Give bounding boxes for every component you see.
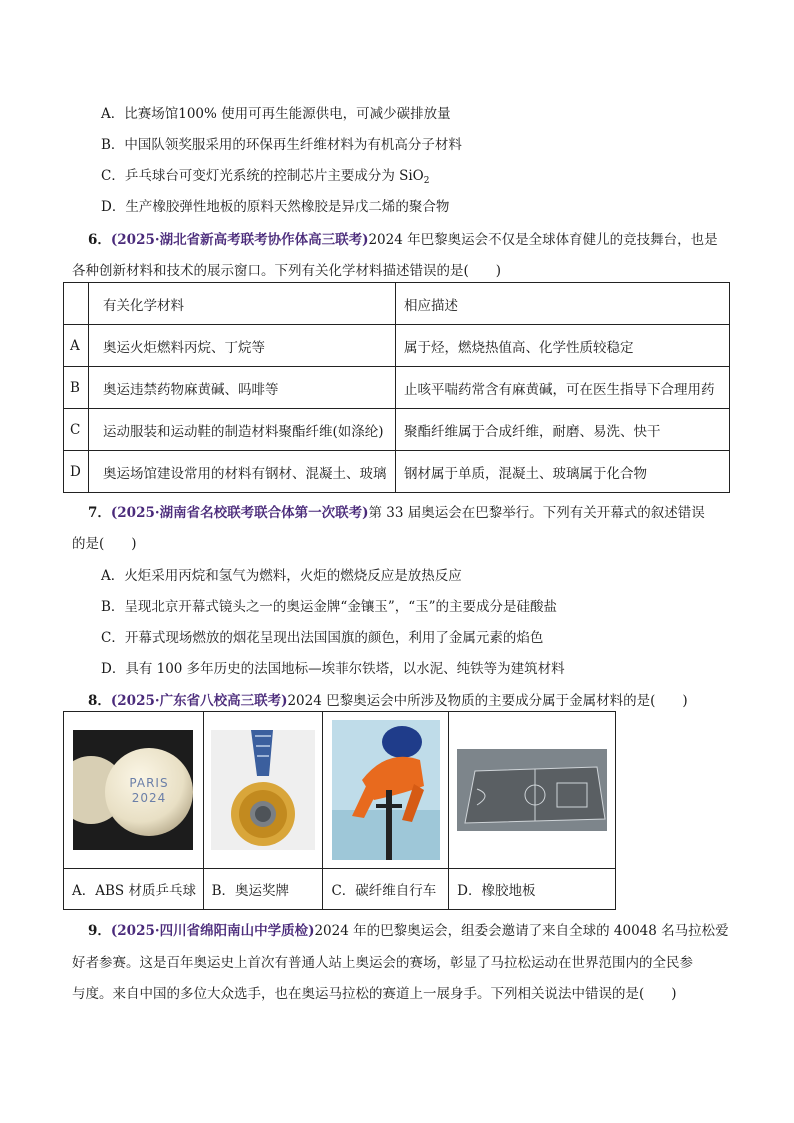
caption-row (64, 869, 616, 910)
table-cell: D (64, 451, 89, 493)
q7-option-a: A．火炬采用丙烷和氢气为燃料，火炬的燃烧反应是放热反应 (101, 568, 462, 584)
option-caption-d: D．橡胶地板 (449, 869, 616, 910)
rubber-floor-image (457, 749, 607, 831)
q6-stem-line1 (88, 228, 718, 248)
cyclist-image (332, 720, 440, 860)
option-caption-c: C．碳纤维自行车 (323, 869, 449, 910)
ball-label-line1: PARIS (129, 776, 169, 790)
table-cell (64, 283, 89, 325)
cyclist-drawing (332, 720, 440, 860)
medal-drawing (211, 730, 315, 850)
table-cell: 奥运火炬燃料丙烷、丁烷等 (89, 325, 396, 367)
table-cell: 止咳平喘药常含有麻黄碱，可在医生指导下合理用药 (396, 367, 730, 409)
q5-option-d: D．生产橡胶弹性地板的原料天然橡胶是异戊二烯的聚合物 (101, 199, 450, 215)
q7-option-d: D．具有 100 多年历史的法国地标—埃菲尔铁塔，以水泥、纯铁等为建筑材料 (101, 661, 565, 677)
ping-pong-ball-drawing (73, 730, 193, 850)
subscript: 2 (423, 176, 430, 186)
table-cell: C (64, 409, 89, 451)
q9-stem-line2: 好者参赛。这是百年奥运史上首次有普通人站上奥运会的赛场，彰显了马拉松运动在世界范围内的全民参 (72, 955, 693, 971)
table-cell: 运动服装和运动鞋的制造材料聚酯纤维(如涤纶) (89, 409, 396, 451)
q9-stem-line3: 与度。来自中国的多位大众选手，也在奥运马拉松的赛道上一展身手。下列相关说法中错误的是( ) (72, 986, 677, 1002)
q7-text1: 第 33 届奥运会在巴黎举行。下列有关开幕式的叙述错误 (368, 505, 705, 521)
question-source: (2025·广东省八校高三联考) (110, 693, 288, 709)
q7-stem-line1 (88, 501, 705, 521)
question-number: 8． (88, 693, 111, 709)
table-cell: 奥运场馆建设常用的材料有钢材、混凝土、玻璃 (89, 451, 396, 493)
q5-option-a: A．比赛场馆100% 使用可再生能源供电，可减少碳排放量 (101, 106, 451, 122)
table-header-row (64, 283, 730, 325)
image-cell (64, 712, 204, 869)
image-cell (323, 712, 449, 869)
q7-option-c: C．开幕式现场燃放的烟花呈现出法国国旗的颜色，利用了金属元素的焰色 (101, 630, 544, 646)
question-source: (2025·湖南省名校联考联合体第一次联考) (110, 505, 369, 521)
table-row (64, 451, 730, 493)
q8-stem-line1 (88, 689, 688, 709)
court-drawing (457, 749, 607, 831)
q8-text1: 2024 巴黎奥运会中所涉及物质的主要成分属于金属材料的是( ) (287, 693, 688, 709)
image-cell (203, 712, 323, 869)
q5-option-b: B．中国队领奖服采用的环保再生纤维材料为有机高分子材料 (101, 137, 462, 153)
q7-option-b: B．呈现北京开幕式镜头之一的奥运金牌“金镶玉”，“玉”的主要成分是硅酸盐 (101, 599, 558, 615)
question-source: (2025·四川省绵阳南山中学质检) (110, 923, 315, 939)
option-caption-a: A．ABS 材质乒乓球 (64, 869, 204, 910)
q5-option-c-text: C．乒乓球台可变灯光系统的控制芯片主要成分为 SiO (101, 168, 424, 184)
q7-stem-line2: 的是( ) (72, 536, 137, 552)
ping-pong-ball-image (73, 730, 193, 850)
q5-option-c (101, 164, 430, 186)
question-number: 9． (88, 923, 111, 939)
q8-image-table (63, 711, 616, 910)
q9-stem-line1 (88, 919, 729, 939)
table-header: 有关化学材料 (89, 283, 396, 325)
table-cell: A (64, 325, 89, 367)
helmet (382, 726, 422, 758)
medal-image (211, 730, 315, 850)
q6-table (63, 282, 730, 493)
table-row (64, 367, 730, 409)
question-number: 7． (88, 505, 111, 521)
ball-label-line2: 2024 (132, 791, 167, 805)
image-cell (449, 712, 616, 869)
question-source: (2025·湖北省新高考联考协作体高三联考) (110, 232, 369, 248)
table-row (64, 325, 730, 367)
question-number: 6． (88, 232, 111, 248)
image-row (64, 712, 616, 869)
table-cell: 钢材属于单质，混凝土、玻璃属于化合物 (396, 451, 730, 493)
q6-stem-line2: 各种创新材料和技术的展示窗口。下列有关化学材料描述错误的是( ) (72, 263, 502, 279)
q9-text1: 2024 年的巴黎奥运会，组委会邀请了来自全球的 40048 名马拉松爱 (314, 923, 729, 939)
table-header: 相应描述 (396, 283, 730, 325)
table-cell: 奥运违禁药物麻黄碱、吗啡等 (89, 367, 396, 409)
table-cell: 属于烃，燃烧热值高、化学性质较稳定 (396, 325, 730, 367)
table-cell: 聚酯纤维属于合成纤维，耐磨、易洗、快干 (396, 409, 730, 451)
q6-text1: 2024 年巴黎奥运会不仅是全球体育健儿的竞技舞台，也是 (368, 232, 718, 248)
table-row (64, 409, 730, 451)
table-cell: B (64, 367, 89, 409)
option-caption-b: B．奥运奖牌 (203, 869, 323, 910)
